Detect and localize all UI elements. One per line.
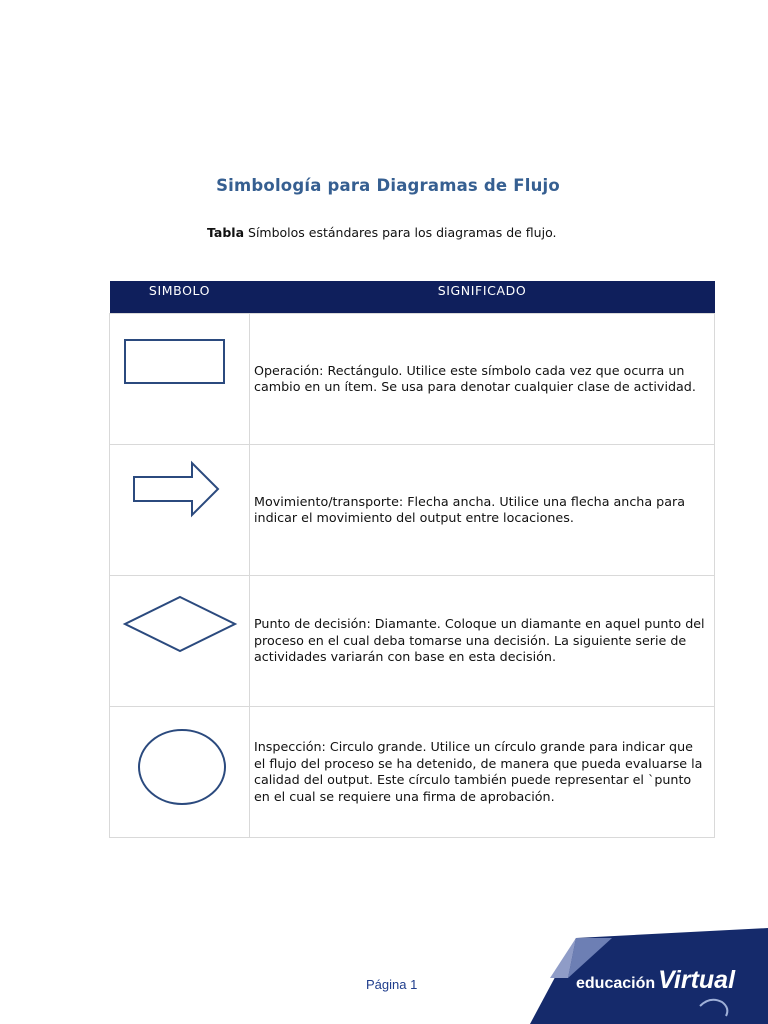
table-row bbox=[110, 314, 715, 445]
symbol-cell bbox=[110, 314, 250, 445]
brand-text-educacion: educación bbox=[576, 975, 656, 992]
table-caption bbox=[207, 225, 556, 240]
table-row bbox=[110, 707, 715, 838]
header-significado: SIGNIFICADO bbox=[250, 281, 715, 314]
rectangle-icon bbox=[110, 314, 250, 444]
brand-text-virtual: Virtual bbox=[658, 966, 736, 994]
description-cell: Movimiento/transporte: Flecha ancha. Utilice una flecha ancha para indicar el movimiento del output entre locaciones. bbox=[250, 445, 715, 576]
table-header-row bbox=[110, 281, 715, 314]
caption-text: Símbolos estándares para los diagramas de flujo. bbox=[244, 225, 557, 240]
document-title: Simbología para Diagramas de Flujo bbox=[216, 176, 560, 195]
symbol-cell bbox=[110, 707, 250, 838]
circle-icon bbox=[110, 707, 250, 837]
description-cell: Operación: Rectángulo. Utilice este símbolo cada vez que ocurra un cambio en un ítem. Se usa para denotar cualquier clase de actividad. bbox=[250, 314, 715, 445]
description-cell: Punto de decisión: Diamante. Coloque un diamante en aquel punto del proceso en el cual deba tomarse una decisión. La siguiente serie de actividades variarán con base en esta decisión. bbox=[250, 576, 715, 707]
symbol-cell bbox=[110, 445, 250, 576]
table-row bbox=[110, 445, 715, 576]
caption-label: Tabla bbox=[207, 225, 245, 240]
description-cell: Inspección: Circulo grande. Utilice un círculo grande para indicar que el flujo del proceso se ha detenido, de manera que pueda evaluarse la calidad del output. Este círculo también puede representar el `punto en el cual se requiere una firma de aprobación. bbox=[250, 707, 715, 838]
diamond-icon bbox=[110, 576, 250, 706]
header-simbolo: SIMBOLO bbox=[110, 281, 250, 314]
page-number: Página 1 bbox=[366, 977, 418, 992]
brand-logo bbox=[576, 966, 735, 995]
table-row bbox=[110, 576, 715, 707]
symbol-cell bbox=[110, 576, 250, 707]
wide-arrow-icon bbox=[110, 445, 250, 575]
symbols-table bbox=[109, 281, 715, 838]
